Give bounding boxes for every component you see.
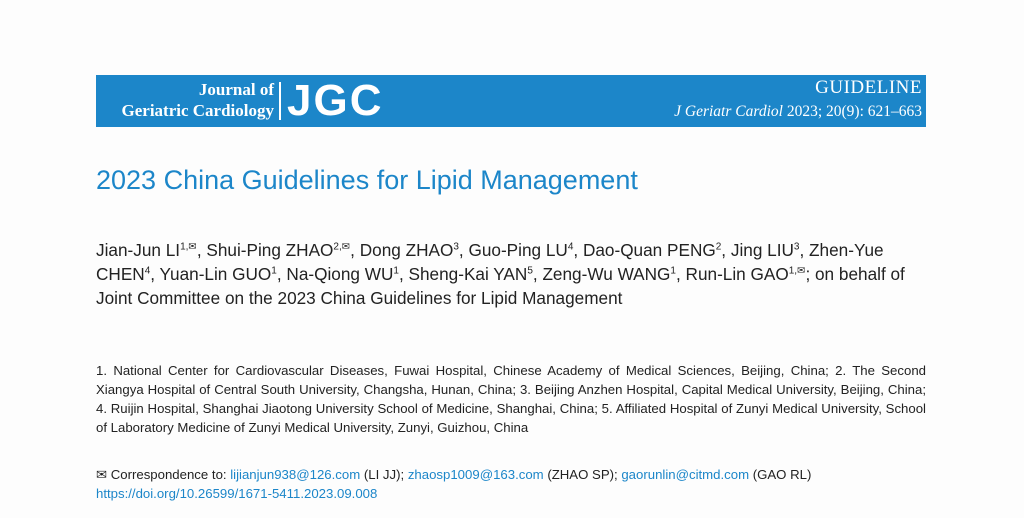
affiliations: 1. National Center for Cardiovascular Diseases, Fuwai Hospital, Chinese Academy of Medical Sciences, Beijing, China; 2. The Second Xiangya Hospital of Central South University, Changsha, Hunan, China; 3. Beijing Anzhen Hospital, Capital Medical University, Beijing, China; 4. Ruijin Hospital, Shanghai Jiaotong University School of Medicine, Shanghai, China; 5. Affiliated Hospital of Zunyi Medical University, School of Laboratory Medicine of Zunyi Medical University, Zunyi, Guizhou, China — [96, 363, 926, 435]
author — [96, 240, 197, 260]
corresponding-author-envelope-icon: ✉ — [188, 241, 197, 253]
authors: Jian-Jun $LI^{1,✉}$, Shui-Ping $ZHAO^{2,✉}$, Dong ZHAO$^3$, Guo-Ping $LU^4$, Dao-Quan PENG$^2$, Jing LIU$^3$, Zhen-Yue CHEN$^4$, Yuan-Lin GUO$^1$, Na-Qiong $WU^1$, Sheng-Kai YAN$^5$, Zeng-Wu WANG$^1$, Run-Lin $GAO^{1,✉}$ — [96, 240, 884, 284]
email-link-li[interactable]: lijianjun938@126.com — [230, 467, 361, 482]
section-label: GUIDELINE — [815, 77, 922, 98]
correspondence-label: Correspondence to: — [110, 467, 231, 482]
author-name: Sheng-Kai YAN — [408, 264, 528, 284]
author — [468, 240, 573, 260]
author-affiliation-mark: 2, — [333, 241, 342, 253]
author-name: Yuan-Lin GUO — [159, 264, 272, 284]
author-name: Jing LIU — [730, 240, 794, 260]
author — [160, 264, 277, 284]
author-affiliation-mark: 1 — [670, 265, 676, 277]
author — [542, 264, 676, 284]
author-affiliation-mark: 1 — [271, 265, 277, 277]
author-name: Run-Lin GAO — [685, 264, 789, 284]
author-affiliation-mark: 4 — [144, 265, 151, 277]
author-affiliation-mark: 3 — [793, 241, 800, 253]
email-link-gao[interactable]: gaorunlin@citmd.com — [621, 467, 750, 482]
citation-journal: J Geriatr Cardiol — [674, 103, 783, 120]
author — [686, 264, 806, 284]
email-owner-li: (LI JJ); — [360, 467, 408, 482]
article-title: 2023 China Guidelines for Lipid Management — [96, 165, 638, 195]
author — [206, 240, 350, 260]
author-name: Zhen-Yue CHEN — [96, 240, 884, 284]
citation — [674, 102, 922, 122]
citation-volume: 2023; 20(9): 621–663 — [782, 103, 922, 120]
doi-link[interactable]: https://doi.org/10.26599/1671-5411.2023.09.008 — [96, 486, 378, 501]
envelope-icon: ✉ — [96, 467, 108, 482]
email-link-zhao[interactable]: zhaosp1009@163.com — [407, 467, 544, 482]
authors-suffix: ; on behalf of Joint Committee on the 2023 China Guidelines for Lipid Management — [96, 264, 905, 308]
email-owner-zhao: (ZHAO SP); — [543, 467, 622, 482]
author-affiliation-mark: 1, — [788, 265, 798, 277]
author-name: Dao-Quan PENG — [582, 240, 716, 260]
corresponding-author-envelope-icon: ✉ — [341, 241, 351, 253]
author-affiliation-mark: 1 — [393, 265, 399, 277]
author-affiliation-mark: 2 — [715, 241, 722, 253]
author-name: Dong ZHAO — [359, 240, 454, 260]
journal-name-line1: Journal of — [198, 80, 274, 99]
author — [409, 264, 533, 284]
author — [731, 240, 800, 260]
author-name: Guo-Ping LU — [468, 240, 568, 260]
author-affiliation-mark: 5 — [527, 265, 533, 277]
author-name: Na-Qiong WU — [286, 264, 394, 284]
author — [360, 240, 459, 260]
author-list — [96, 238, 926, 310]
corresponding-author-envelope-icon: ✉ — [797, 265, 806, 277]
author-name: Shui-Ping ZHAO — [206, 240, 334, 260]
correspondence — [96, 465, 926, 484]
author-name: Zeng-Wu WANG — [542, 264, 671, 284]
author-affiliation-mark: 1, — [180, 241, 189, 253]
journal-name-line2: Geriatric Cardiology — [121, 101, 274, 120]
author — [583, 240, 721, 260]
author-name: Jian-Jun LI — [96, 240, 181, 260]
journal-header-bar — [96, 75, 926, 127]
header-divider — [279, 82, 281, 120]
journal-name — [102, 79, 274, 121]
jgc-logo: JGC — [287, 76, 384, 125]
author-affiliation-mark: 4 — [567, 241, 574, 253]
author-affiliation-mark: 3 — [453, 241, 459, 253]
email-owner-gao: (GAO RL) — [749, 467, 812, 482]
author — [286, 264, 399, 284]
